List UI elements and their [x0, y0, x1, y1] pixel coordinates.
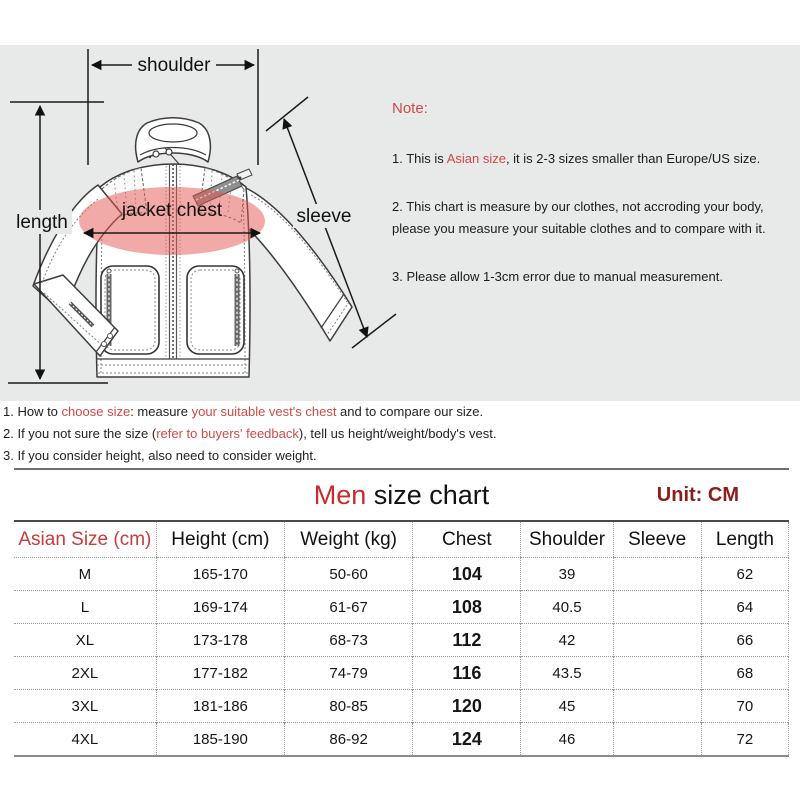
table-cell: 120 — [413, 690, 521, 723]
table-cell: 173-178 — [156, 624, 284, 657]
table-cell: 68 — [701, 657, 788, 690]
note-panel — [388, 100, 794, 314]
unit-label: Unit: CM — [656, 484, 739, 506]
length-label: length — [16, 212, 68, 233]
text-segment: 3. Please allow 1-3cm error due to manual measurement. — [392, 269, 723, 284]
note-item-3 — [392, 266, 794, 288]
sleeve-label: sleeve — [296, 206, 352, 227]
text-segment: 1. How to — [3, 404, 62, 419]
table-row — [14, 690, 789, 723]
text-segment: 2. This chart is measure by our clothes, not accroding your body, — [392, 199, 764, 214]
table-cell: 42 — [521, 624, 613, 657]
table-cell — [613, 657, 701, 690]
table-cell: 169-174 — [156, 591, 284, 624]
text-segment: please you measure your suitable clothes and to compare with it. — [392, 221, 766, 236]
col-header-shoulder: Shoulder — [521, 521, 613, 558]
table-cell: XL — [14, 624, 156, 657]
table-cell — [613, 558, 701, 591]
tip-item-3 — [3, 448, 797, 463]
highlighted-text: your suitable vest's chest — [191, 404, 337, 419]
table-cell: 45 — [521, 690, 613, 723]
text-segment: ), tell us height/weight/body's vest. — [298, 426, 497, 441]
table-cell: 66 — [701, 624, 788, 657]
text-segment: 1. This is — [392, 151, 447, 166]
diagram-section — [0, 45, 800, 401]
col-header-chest: Chest — [413, 521, 521, 558]
tip-item-1 — [3, 404, 797, 419]
table-cell: M — [78, 565, 92, 583]
col-header-height: Height (cm) — [156, 521, 284, 558]
shoulder-label: shoulder — [137, 55, 211, 76]
table-cell — [613, 591, 701, 624]
col-header-weight: Weight (kg) — [285, 521, 413, 558]
table-cell — [613, 690, 701, 723]
table-header-row — [14, 521, 789, 558]
col-header-asian-size: Asian Size (cm) — [14, 521, 156, 558]
table-cell: 4XL — [14, 723, 156, 757]
table-cell: 86-92 — [285, 723, 413, 757]
table-cell: 80-85 — [285, 690, 413, 723]
size-table-body — [14, 558, 789, 757]
note-heading: Note: — [392, 100, 428, 117]
table-row — [14, 624, 789, 657]
text-segment: 2. If you not sure the size ( — [3, 426, 157, 441]
chart-title-row — [14, 470, 789, 520]
table-cell: 185-190 — [156, 723, 284, 757]
table-cell: 74-79 — [285, 657, 413, 690]
tip-item-2 — [3, 426, 797, 441]
highlighted-text: Men — [313, 480, 367, 510]
table-row — [14, 591, 789, 624]
size-table — [14, 520, 789, 757]
text-segment: : measure — [130, 404, 192, 419]
table-cell: 50-60 — [285, 558, 413, 591]
table-cell: 68-73 — [285, 624, 413, 657]
text-segment: 3. If you consider height, also need to consider weight. — [3, 448, 317, 463]
table-cell: 39 — [521, 558, 613, 591]
highlighted-text: choose size — [61, 404, 131, 419]
table-cell: 177-182 — [156, 657, 284, 690]
table-cell: 46 — [521, 723, 613, 757]
table-cell: 108 — [413, 591, 521, 624]
table-cell — [613, 723, 701, 757]
table-cell: 40.5 — [521, 591, 613, 624]
col-header-length: Length — [701, 521, 788, 558]
jacket-measurement-diagram — [0, 45, 400, 401]
table-row — [14, 723, 789, 757]
table-cell: 72 — [701, 723, 788, 757]
highlighted-text: Asian size — [446, 151, 506, 166]
text-segment: size chart — [366, 480, 490, 510]
table-cell: 43.5 — [521, 657, 613, 690]
table-cell: 165-170 — [156, 558, 284, 591]
sizing-tips — [3, 404, 797, 470]
table-cell: 61-67 — [285, 591, 413, 624]
chest-label: jacket chest — [121, 200, 223, 221]
size-chart-section — [14, 468, 789, 757]
table-cell: 104 — [413, 558, 521, 591]
note-item-1 — [392, 148, 794, 170]
table-cell: 181-186 — [156, 690, 284, 723]
table-cell: L — [14, 591, 156, 624]
table-cell: 2XL — [14, 657, 156, 690]
chest-highlight — [79, 187, 265, 255]
text-segment: , it is 2-3 sizes smaller than Europe/US size. — [505, 151, 761, 166]
note-item-2 — [392, 196, 794, 240]
table-cell: 124 — [413, 723, 521, 757]
table-row — [14, 657, 789, 690]
table-cell — [613, 624, 701, 657]
text-segment: and to compare our size. — [336, 404, 484, 419]
table-row — [14, 558, 789, 591]
table-cell: 112 — [413, 624, 521, 657]
col-header-sleeve: Sleeve — [613, 521, 701, 558]
table-cell: 62 — [701, 558, 788, 591]
table-cell: 70 — [701, 690, 788, 723]
highlighted-text: refer to buyers' feedback — [156, 426, 299, 441]
table-cell: 3XL — [14, 690, 156, 723]
table-cell: 116 — [413, 657, 521, 690]
table-cell: 64 — [701, 591, 788, 624]
